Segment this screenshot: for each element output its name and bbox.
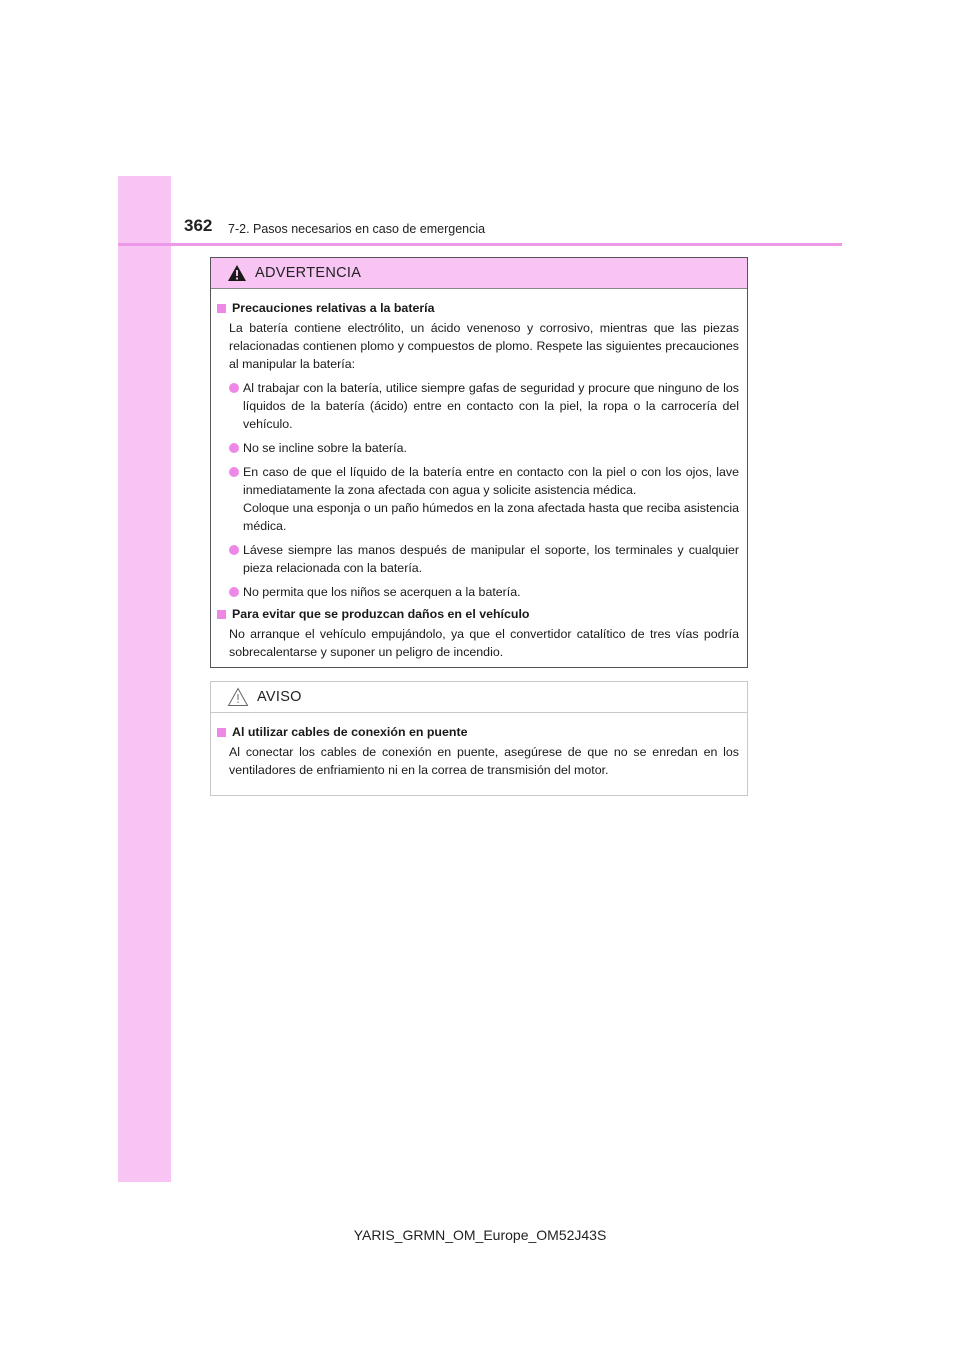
round-bullet-icon [229, 383, 239, 393]
warning-section2-title: Para evitar que se produzcan daños en el vehículo [232, 607, 530, 621]
notice-body [211, 713, 747, 779]
bullet-text: En caso de que el líquido de la batería entre en contacto con la piel o con los ojos, lave inmediatamente la zona afectada con agua y solicite asistencia médica. [243, 465, 739, 497]
warning-box [210, 257, 748, 668]
warning-section-heading [217, 605, 739, 623]
round-bullet-icon [229, 545, 239, 555]
warning-section1-title: Precauciones relativas a la batería [232, 301, 435, 315]
notice-section1-title: Al utilizar cables de conexión en puente [232, 725, 468, 739]
warning-section-heading [217, 299, 739, 317]
square-bullet-icon [217, 728, 226, 737]
warning-section1-intro: La batería contiene electrólito, un ácido venenoso y corrosivo, mientras que las piezas relacionadas contienen plomo y compuestos de plomo. Respete las siguientes precauciones al manipular la batería: [229, 321, 739, 371]
warning-triangle-icon [227, 264, 247, 282]
list-item: Lávese siempre las manos después de manipular el soporte, los terminales y cualquier pieza relacionada con la batería. [217, 541, 739, 577]
warning-label: ADVERTENCIA [255, 265, 362, 281]
notice-section-heading [217, 723, 739, 741]
warning-body [211, 289, 747, 661]
side-color-band [118, 176, 171, 1182]
page-number: 362 [184, 216, 213, 235]
warning-box-header [211, 258, 747, 289]
bullet-text-extra: Coloque una esponja o un paño húmedos en la zona afectada hasta que reciba asistencia médica. [243, 501, 739, 533]
notice-label: AVISO [257, 689, 302, 705]
round-bullet-icon [229, 443, 239, 453]
round-bullet-icon [229, 467, 239, 477]
notice-section1-text: Al conectar los cables de conexión en puente, asegúrese de que no se enredan en los ventiladores de enfriamiento ni en la correa de transmisión del motor. [229, 745, 739, 777]
warning-section2-text: No arranque el vehículo empujándolo, ya que el convertidor catalítico de tres vías podría sobrecalentarse y suponer un peligro de incendio. [229, 627, 739, 659]
square-bullet-icon [217, 610, 226, 619]
header-rule [118, 243, 842, 246]
notice-box [210, 681, 748, 796]
list-item [217, 463, 739, 535]
list-item: No se incline sobre la batería. [217, 439, 739, 457]
list-item: Al trabajar con la batería, utilice siempre gafas de seguridad y procure que ninguno de los líquidos de la batería (ácido) entre en contacto con la piel, la ropa o la carrocería del vehículo. [217, 379, 739, 433]
caution-triangle-icon [227, 687, 249, 707]
notice-box-header [211, 682, 747, 713]
square-bullet-icon [217, 304, 226, 313]
round-bullet-icon [229, 587, 239, 597]
section-title: 7-2. Pasos necesarios en caso de emergencia [228, 222, 486, 236]
list-item: No permita que los niños se acerquen a la batería. [217, 583, 739, 601]
document-id-footer: YARIS_GRMN_OM_Europe_OM52J43S [353, 1227, 607, 1243]
